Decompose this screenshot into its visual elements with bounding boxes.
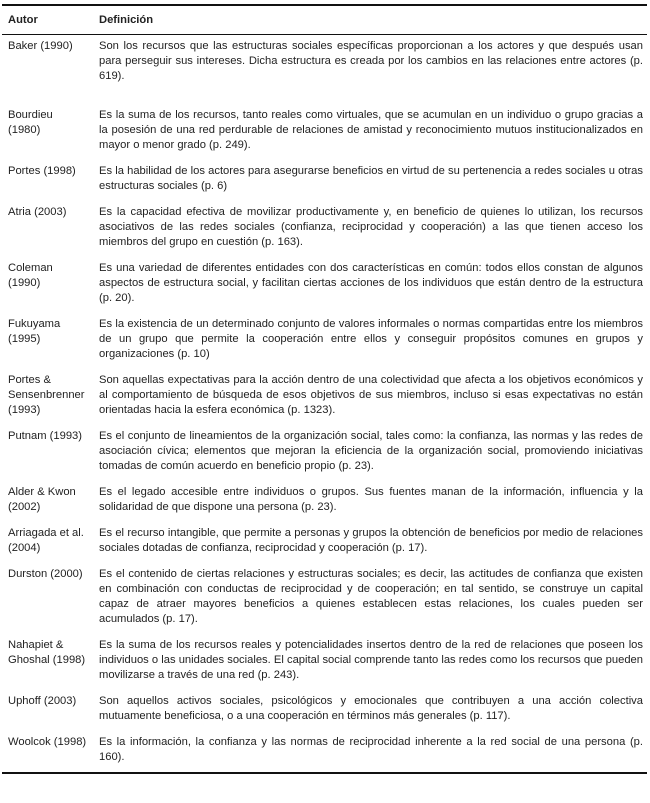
- author-cell: Coleman (1990): [8, 262, 53, 289]
- author-cell: Woolcok (1998): [8, 736, 87, 748]
- author-cell: Fukuyama (1995): [8, 318, 61, 345]
- definition-cell: Es la capacidad efectiva de movilizar productivamente y, en beneficio de quienes lo utilizan, los recursos asociativos de las redes sociales (confianza, reciprocidad y cooperación) a las que tienen acceso los miembros del grupo en cuestión (p. 163).: [99, 206, 643, 248]
- definition-cell: Son aquellos activos sociales, psicológicos y emocionales que contribuyen a una acción colectiva mutuamente beneficiosa, o a una cooperación en términos más generales (p. 117).: [99, 695, 643, 722]
- author-cell: Alder & Kwon (2002): [8, 486, 76, 513]
- table-row: [2, 257, 647, 313]
- author-cell: Nahapiet & Ghoshal (1998): [8, 639, 86, 666]
- table-row: [2, 522, 647, 563]
- definition-cell: Es la suma de los recursos, tanto reales como virtuales, que se acumulan en un individuo o grupo gracias a la posesión de una red perdurable de relaciones de amistad y reconocimiento mutuos institucionalizados en mayor o menor grado (p. 249).: [99, 109, 643, 151]
- author-cell: Baker (1990): [8, 40, 73, 52]
- table-row: [2, 201, 647, 257]
- definition-cell: Es la información, la confianza y las normas de reciprocidad inherente a la red social de una persona (p. 160).: [99, 736, 643, 763]
- definition-cell: Es una variedad de diferentes entidades con dos características en común: todos ellos constan de algunos aspectos de estructura social, y facilitan ciertas acciones de los individuos que están dentro de la estructura (p. 20).: [99, 262, 643, 304]
- author-cell: Portes & Sensenbrenner (1993): [8, 374, 85, 416]
- author-cell: Atria (2003): [8, 206, 67, 218]
- definition-cell: Es el recurso intangible, que permite a personas y grupos la obtención de beneficios por medio de relaciones sociales dotadas de confianza, reciprocidad y cooperación (p. 17).: [99, 527, 643, 554]
- author-cell: Arriagada et al. (2004): [8, 527, 84, 554]
- author-cell: Bourdieu (1980): [8, 109, 53, 136]
- table-row: [2, 481, 647, 522]
- definition-cell: Son los recursos que las estructuras sociales específicas proporcionan a los actores y que después usan para perseguir sus intereses. Dicha estructura es creada por los cambios en las relaciones entre actores (p. 619).: [99, 40, 643, 82]
- definition-cell: Es el contenido de ciertas relaciones y estructuras sociales; es decir, las actitudes de confianza que existen en combinación con conductas de reciprocidad y de cooperación; en tal sentido, se construye un capital capaz de atraer mayores beneficios a quienes establecen estas relaciones, los cuales pueden ser acumulados (p. 17).: [99, 568, 643, 625]
- table-row: [2, 313, 647, 369]
- header-definition: Definición: [99, 13, 154, 26]
- header-row: [2, 6, 647, 35]
- definition-cell: Es la existencia de un determinado conjunto de valores informales o normas compartidas entre los miembros de un grupo que permite la cooperación entre ellos y conseguir propósitos comunes en grupos y organizaciones (p. 10): [99, 318, 643, 360]
- header-author: Autor: [8, 13, 38, 26]
- table-row: [2, 690, 647, 731]
- table-row: [2, 634, 647, 690]
- definition-cell: Es el legado accesible entre individuos o grupos. Sus fuentes manan de la información, influencia y la solidaridad de que dispone una persona (p. 23).: [99, 486, 643, 513]
- author-cell: Putnam (1993): [8, 430, 83, 442]
- table-row: [2, 563, 647, 634]
- definitions-table: [2, 6, 647, 772]
- table-row: [2, 35, 647, 105]
- author-cell: Portes (1998): [8, 165, 76, 177]
- author-cell: Durston (2000): [8, 568, 83, 580]
- author-cell: Uphoff (2003): [8, 695, 77, 707]
- definition-cell: Es la suma de los recursos reales y potencialidades insertos dentro de la red de relaciones que poseen los individuos o las unidades sociales. El capital social comprende tanto las redes como los recursos que pueden movilizarse a través de una red (p. 243).: [99, 639, 643, 681]
- definition-cell: Son aquellas expectativas para la acción dentro de una colectividad que afecta a los objetivos económicos y al comportamiento de búsqueda de esos objetivos de sus miembros, incluso si esas expectativas no están orientadas hacia la esfera económica (p. 1323).: [99, 374, 643, 416]
- table-row: [2, 369, 647, 425]
- definition-cell: Es la habilidad de los actores para asegurarse beneficios en virtud de su pertenencia a redes sociales u otras estructuras sociales (p. 6): [99, 165, 643, 192]
- definitions-table-container: [2, 4, 647, 774]
- table-row: [2, 160, 647, 201]
- table-row: [2, 104, 647, 160]
- table-row: [2, 731, 647, 772]
- definition-cell: Es el conjunto de lineamientos de la organización social, tales como: la confianza, las normas y las redes de asociación cívica; elementos que mejoran la eficiencia de la organización social, promoviendo iniciativas tomadas de común acuerdo en beneficio propio (p. 23).: [99, 430, 643, 472]
- table-row: [2, 425, 647, 481]
- bottom-rule: [2, 772, 647, 774]
